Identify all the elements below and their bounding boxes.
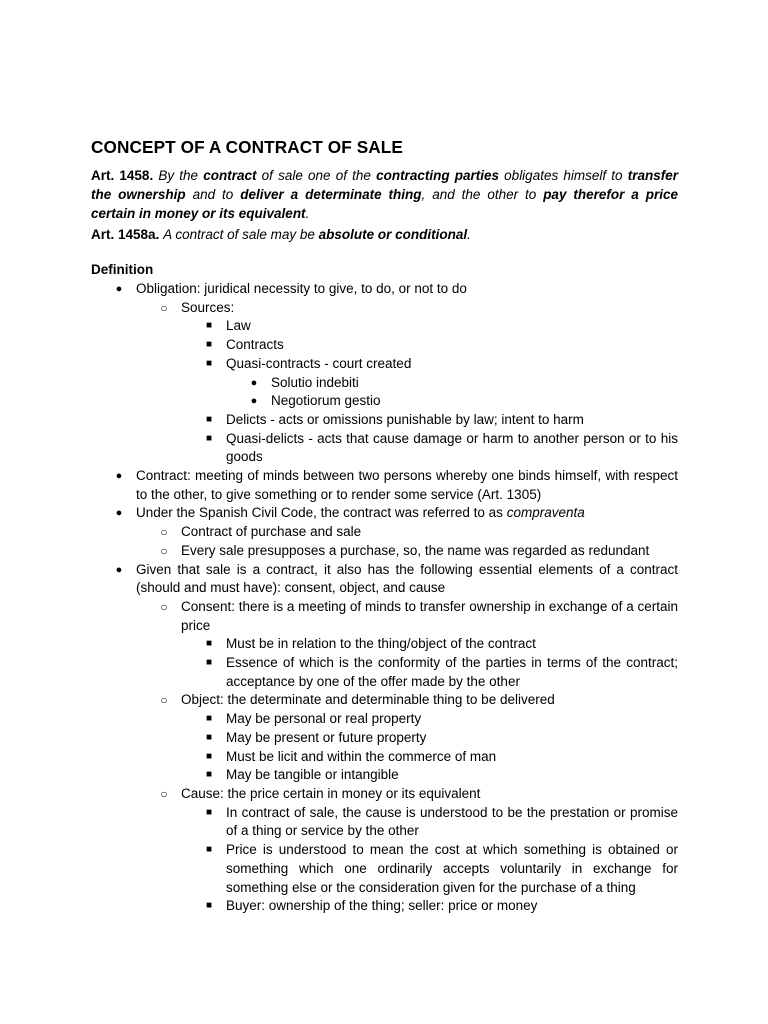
list-item xyxy=(91,542,678,561)
square-bullet-icon: ■ xyxy=(205,357,213,369)
list-item xyxy=(91,598,678,692)
list-item xyxy=(91,374,678,393)
list-item xyxy=(91,804,678,841)
article-label: Art. 1458a. xyxy=(91,227,160,242)
list-item-text: Negotiorum gestio xyxy=(271,393,381,409)
list-item xyxy=(91,785,678,916)
list-item xyxy=(91,336,678,355)
list-item-text: Under the Spanish Civil Code, the contract was referred to as xyxy=(136,505,503,521)
article-text: By the xyxy=(158,168,199,183)
square-bullet-icon: ■ xyxy=(205,844,213,856)
article-emphasis: transfer the ownership xyxy=(91,168,679,202)
list-item xyxy=(91,691,678,785)
list-item xyxy=(91,280,678,467)
definition-list xyxy=(91,280,678,916)
list-item-text: Must be in relation to the thing/object of the contract xyxy=(226,636,536,652)
bullet-icon: ● xyxy=(250,395,258,408)
square-bullet-icon: ■ xyxy=(205,657,213,669)
list-item-text: Every sale presupposes a purchase, so, the name was regarded as redundant xyxy=(181,542,650,558)
list-item xyxy=(91,635,678,654)
square-bullet-icon: ■ xyxy=(205,413,213,425)
hollow-bullet-icon: ○ xyxy=(160,525,168,540)
list-item-text: Law xyxy=(226,318,251,334)
bullet-icon: ● xyxy=(115,283,123,295)
list-item-text: Sources: xyxy=(181,299,235,315)
square-bullet-icon: ■ xyxy=(205,320,213,332)
article-text: obligates himself to xyxy=(504,168,623,183)
list-item-text: Buyer: ownership of the thing; seller: price or money xyxy=(226,898,538,914)
article-emphasis: deliver a determinate thing xyxy=(240,187,422,202)
hollow-bullet-icon: ○ xyxy=(160,543,168,558)
list-item-text: In contract of sale, the cause is understood to be the prestation or promise of a thing or service by the other xyxy=(226,804,678,839)
list-item-text: May be tangible or intangible xyxy=(226,767,399,783)
square-bullet-icon: ■ xyxy=(205,806,213,818)
square-bullet-icon: ■ xyxy=(205,900,213,912)
list-item-text: Delicts - acts or omissions punishable by law; intent to harm xyxy=(226,411,584,427)
list-item xyxy=(91,411,678,430)
list-item-text: Given that sale is a contract, it also has the following essential elements of a contract (should and must have): consent, object, and cause xyxy=(136,561,678,596)
list-item-text: Price is understood to mean the cost at which something is obtained or something which one ordinarily accepts voluntarily in exchange for something else or the consideration given for the purchase of a thing xyxy=(226,842,678,895)
article-emphasis: contract xyxy=(203,168,257,183)
square-bullet-icon: ■ xyxy=(205,713,213,725)
article-emphasis: pay therefor a price certain in money or its equivalent xyxy=(91,187,678,221)
list-item-text: Consent: there is a meeting of minds to transfer ownership in exchange of a certain price xyxy=(181,598,678,633)
hollow-bullet-icon: ○ xyxy=(160,300,168,315)
bullet-icon: ● xyxy=(115,470,123,483)
list-item xyxy=(91,897,678,916)
article-text: . xyxy=(305,206,310,221)
bullet-icon: ● xyxy=(250,376,258,389)
list-item xyxy=(91,729,678,748)
article-emphasis: contracting parties xyxy=(376,168,499,183)
list-item xyxy=(91,654,678,691)
section-heading: Definition xyxy=(91,262,154,277)
list-item xyxy=(91,504,678,560)
list-item xyxy=(91,748,678,767)
article-1458 xyxy=(91,166,678,223)
square-bullet-icon: ■ xyxy=(205,731,213,743)
list-item-text: Quasi-delicts - acts that cause damage or harm to another person or to his goods xyxy=(226,430,678,465)
list-item-text: Contracts xyxy=(226,337,284,353)
hollow-bullet-icon: ○ xyxy=(160,786,168,801)
list-item-text: Cause: the price certain in money or its equivalent xyxy=(181,785,481,801)
article-text: A contract of sale may be xyxy=(163,227,315,242)
list-item-text: Quasi-contracts - court created xyxy=(226,355,412,371)
page-title: CONCEPT OF A CONTRACT OF SALE xyxy=(91,137,403,157)
list-item xyxy=(91,299,678,467)
list-item-text: Solutio indebiti xyxy=(271,374,359,390)
list-item xyxy=(91,561,678,916)
article-text: and to xyxy=(192,187,234,202)
list-item xyxy=(91,392,678,411)
article-label: Art. 1458. xyxy=(91,168,154,183)
list-item xyxy=(91,467,678,504)
bullet-icon: ● xyxy=(115,507,123,520)
square-bullet-icon: ■ xyxy=(205,432,213,444)
hollow-bullet-icon: ○ xyxy=(160,599,168,614)
list-item xyxy=(91,766,678,785)
article-text: of sale one of the xyxy=(261,168,371,183)
list-item xyxy=(91,317,678,336)
article-1458a xyxy=(91,225,678,244)
list-item-text: Object: the determinate and determinable thing to be delivered xyxy=(181,692,555,708)
list-item-text: May be present or future property xyxy=(226,729,427,745)
square-bullet-icon: ■ xyxy=(205,750,213,762)
list-item xyxy=(91,355,678,411)
italic-term: compraventa xyxy=(506,505,585,521)
article-text: , and the other to xyxy=(421,187,537,202)
list-item-text: May be personal or real property xyxy=(226,711,422,727)
list-item-text: Essence of which is the conformity of the parties in terms of the contract; acceptance by one of the offer made by the other xyxy=(226,655,678,689)
list-item xyxy=(91,430,678,467)
list-item-text: Must be licit and within the commerce of man xyxy=(226,748,497,764)
article-emphasis: absolute or conditional xyxy=(318,227,468,242)
list-item xyxy=(91,710,678,729)
list-item xyxy=(91,523,678,542)
bullet-icon: ● xyxy=(115,563,123,576)
list-item-text: Obligation: juridical necessity to give, to do, or not to do xyxy=(136,281,467,296)
hollow-bullet-icon: ○ xyxy=(160,693,168,708)
list-item xyxy=(91,841,678,897)
square-bullet-icon: ■ xyxy=(205,339,213,351)
list-item-text: Contract: meeting of minds between two persons whereby one binds himself, with respect to the other, to give something or to render some service (Art. 1305) xyxy=(136,468,678,502)
square-bullet-icon: ■ xyxy=(205,769,213,781)
article-text: . xyxy=(467,227,471,242)
list-item-text: Contract of purchase and sale xyxy=(181,524,362,540)
square-bullet-icon: ■ xyxy=(205,638,213,650)
